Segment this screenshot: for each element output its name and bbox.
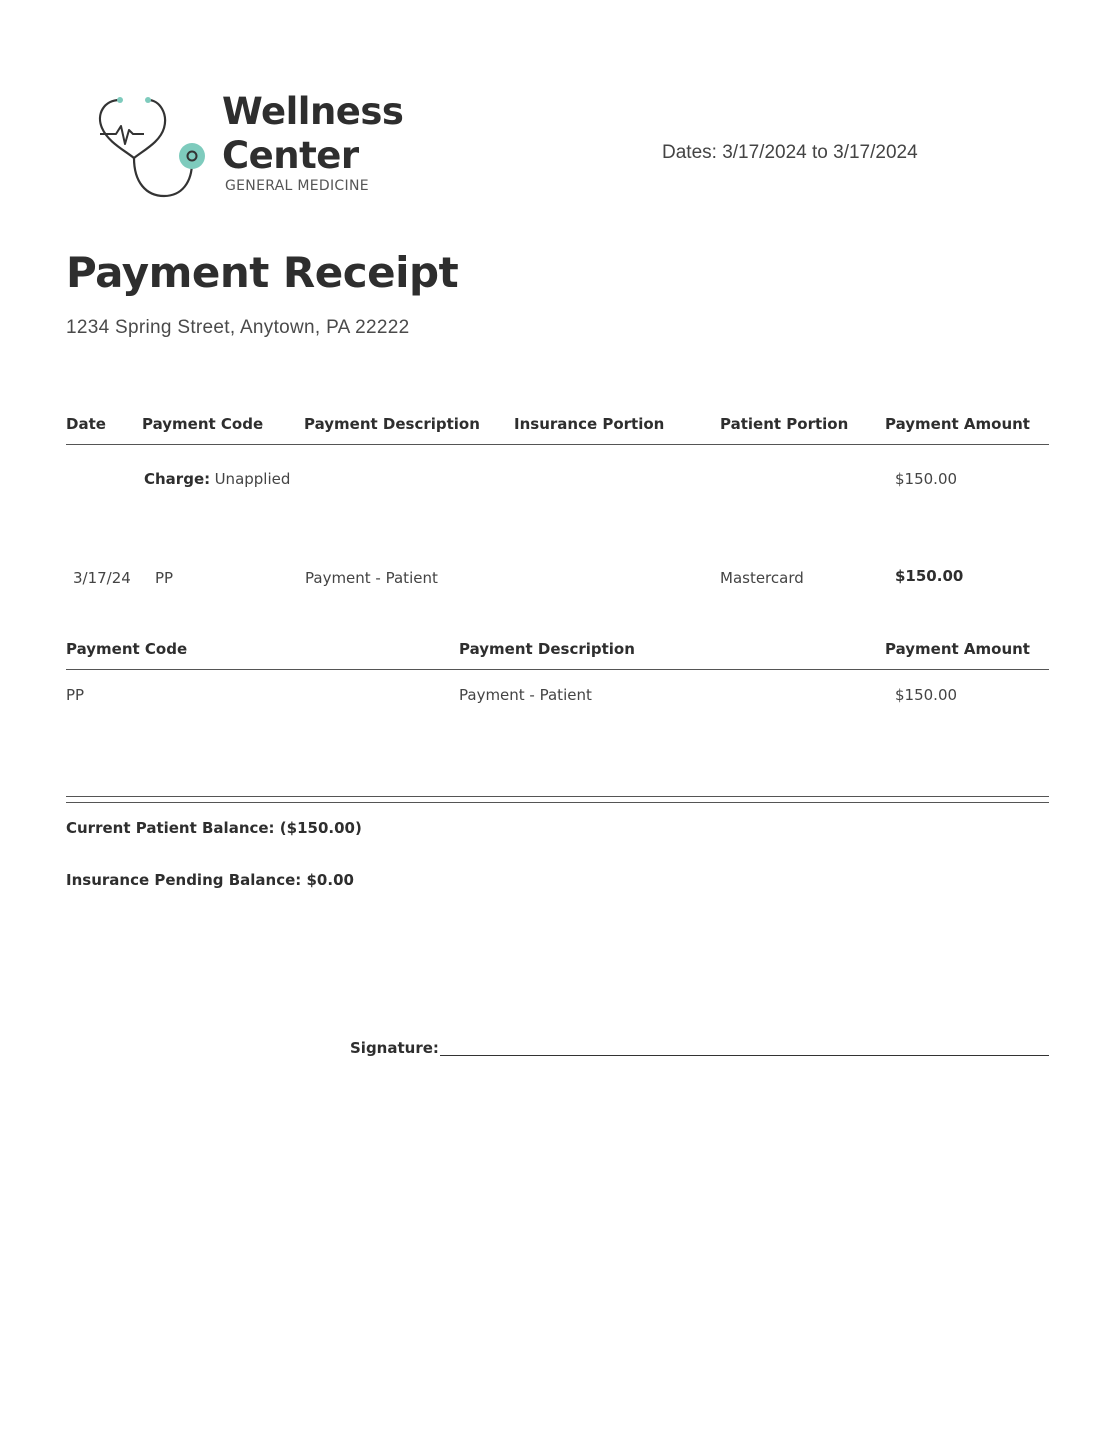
header-patient-portion: Patient Portion — [720, 415, 849, 433]
brand-name-line1: Wellness — [222, 90, 404, 133]
charge-amount: $150.00 — [895, 470, 958, 488]
header-payment-code: Payment Code — [142, 415, 264, 433]
header-payment-description: Payment Description — [304, 415, 480, 433]
charge-value: Unapplied — [214, 470, 291, 488]
brand-subtitle: GENERAL MEDICINE — [225, 178, 369, 194]
charge-label: Charge: — [144, 470, 211, 488]
divider — [66, 444, 1049, 445]
row-patient-portion: Mastercard — [720, 569, 804, 587]
row-code: PP — [155, 569, 174, 587]
brand — [222, 90, 403, 194]
summary-row-amount: $150.00 — [895, 686, 958, 704]
summary-row-code: PP — [66, 686, 85, 704]
row-amount: $150.00 — [895, 567, 964, 585]
current-patient-balance: Current Patient Balance: ($150.00) — [66, 819, 362, 837]
summary-header-payment-code: Payment Code — [66, 640, 188, 658]
brand-name-line2: Center — [222, 134, 359, 177]
signature-line[interactable] — [440, 1055, 1049, 1056]
summary-header-payment-description: Payment Description — [459, 640, 635, 658]
summary-row-description: Payment - Patient — [459, 686, 592, 704]
logo — [94, 92, 214, 202]
double-divider-bottom — [66, 802, 1049, 803]
signature-label: Signature: — [350, 1039, 439, 1057]
row-date: 3/17/24 — [73, 569, 131, 587]
divider — [66, 669, 1049, 670]
stethoscope-heartbeat-icon — [94, 92, 214, 202]
row-description: Payment - Patient — [305, 569, 438, 587]
header-payment-amount: Payment Amount — [885, 415, 1030, 433]
page-title: Payment Receipt — [66, 248, 459, 297]
insurance-pending-balance: Insurance Pending Balance: $0.00 — [66, 871, 354, 889]
address: 1234 Spring Street, Anytown, PA 22222 — [66, 317, 410, 338]
charge-row — [144, 470, 290, 489]
header-date: Date — [66, 415, 106, 433]
header-insurance-portion: Insurance Portion — [514, 415, 665, 433]
summary-header-payment-amount: Payment Amount — [885, 640, 1030, 658]
double-divider-top — [66, 796, 1049, 797]
date-range: Dates: 3/17/2024 to 3/17/2024 — [662, 142, 918, 163]
